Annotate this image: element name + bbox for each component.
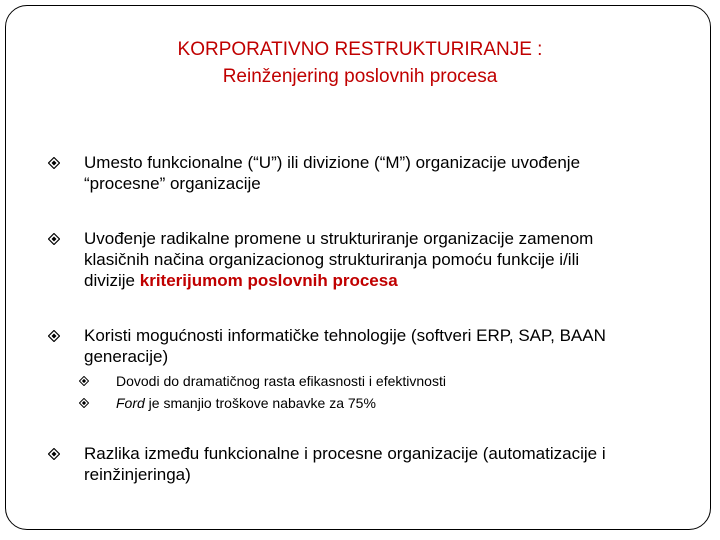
sub-bullet-2-text: je smanjio troškove nabavke za 75% [144, 395, 376, 411]
slide-title [0, 36, 720, 90]
sub-bullet-2-italic: Ford [116, 395, 145, 411]
bullet-item-1 [84, 152, 704, 194]
bullet-item-4 [84, 443, 704, 485]
bullet-2-line-3-prefix: divizije [84, 271, 140, 290]
bullet-2-line-2: klasičnih načina organizacionog strukturiranja pomoću funkcije i/ili [84, 250, 580, 269]
bullet-1-line-1: Umesto funkcionalne (“U”) ili divizione (“M”) organizacije uvođenje [84, 153, 581, 172]
diamond-bullet-icon [46, 328, 62, 344]
sub-bullet-2 [116, 392, 676, 414]
diamond-bullet-icon [46, 155, 62, 171]
diamond-sub-bullet-icon [78, 397, 90, 409]
bullet-3-line-1: Koristi mogućnosti informatičke tehnologije (softveri ERP, SAP, BAAN [84, 326, 606, 345]
diamond-sub-bullet-icon [78, 375, 90, 387]
bullet-2-emphasis: kriterijumom poslovnih procesa [139, 271, 398, 290]
bullet-item-2 [84, 228, 704, 291]
bullet-4-line-1: Razlika između funkcionalne i procesne organizacije (automatizacije i [84, 444, 606, 463]
bullet-2-line-3 [84, 270, 704, 291]
diamond-bullet-icon [46, 231, 62, 247]
bullet-2-line-1: Uvođenje radikalne promene u strukturiranje organizacije zamenom [84, 229, 594, 248]
title-line-1: KORPORATIVNO RESTRUKTURIRANJE : [177, 39, 543, 60]
bullet-1-line-2: “procesne” organizacije [84, 174, 261, 193]
title-line-2: Reinženjering poslovnih procesa [222, 66, 498, 87]
diamond-bullet-icon [46, 446, 62, 462]
bullet-4-line-2: reinžinjeringa) [84, 465, 191, 484]
bullet-item-3 [84, 325, 704, 367]
sub-bullet-1: Dovodi do dramatičnog rasta efikasnosti i efektivnosti [116, 373, 446, 389]
bullet-3-line-2: generacije) [84, 347, 169, 366]
